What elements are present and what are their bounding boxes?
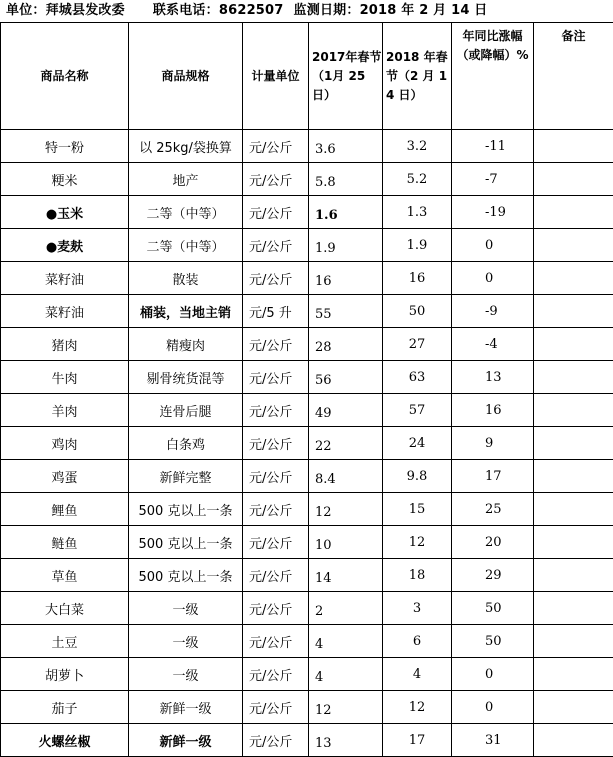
product-name-cell: 特一粉: [1, 130, 129, 163]
table-row: [1, 460, 613, 493]
product-name-cell: 鸡蛋: [1, 460, 129, 493]
unit-cell: 元/公斤: [243, 625, 309, 658]
price-2018-cell: 27: [383, 328, 452, 361]
unit-label: 单位：: [6, 3, 46, 18]
product-spec-cell: 精瘦肉: [129, 328, 243, 361]
change-percent-cell: 31: [452, 724, 534, 757]
unit-cell: 元/公斤: [243, 130, 309, 163]
table-row: [1, 592, 613, 625]
price-2018-cell: 57: [383, 394, 452, 427]
product-spec-cell: 500 克以上一条: [129, 526, 243, 559]
product-spec-cell: 地产: [129, 163, 243, 196]
remark-cell: [534, 163, 613, 196]
unit-cell: 元/公斤: [243, 229, 309, 262]
product-name-cell: 土豆: [1, 625, 129, 658]
price-2017-cell: 22: [309, 427, 383, 460]
price-2017-cell: 14: [309, 559, 383, 592]
table-row: [1, 295, 613, 328]
price-2017-cell: 4: [309, 658, 383, 691]
report-header: [6, 1, 488, 21]
col-header-2017: 2017年春节（1月 25日）: [309, 23, 383, 130]
price-2017-cell: 56: [309, 361, 383, 394]
product-spec-cell: 500 克以上一条: [129, 493, 243, 526]
change-percent-cell: 17: [452, 460, 534, 493]
remark-cell: [534, 691, 613, 724]
change-percent-cell: 0: [452, 262, 534, 295]
price-2017-cell: 28: [309, 328, 383, 361]
remark-cell: [534, 262, 613, 295]
product-spec-cell: 二等（中等）: [129, 196, 243, 229]
price-2018-cell: 50: [383, 295, 452, 328]
col-header-2018: 2018 年春节（2 月 14 日）: [383, 23, 452, 130]
change-percent-cell: 29: [452, 559, 534, 592]
price-2017-cell: 8.4: [309, 460, 383, 493]
unit-cell: 元/公斤: [243, 361, 309, 394]
price-2018-cell: 15: [383, 493, 452, 526]
table-row: [1, 691, 613, 724]
unit-cell: 元/公斤: [243, 262, 309, 295]
product-name-cell: 草鱼: [1, 559, 129, 592]
unit-cell: 元/公斤: [243, 427, 309, 460]
unit-cell: 元/公斤: [243, 724, 309, 757]
unit-cell: 元/公斤: [243, 658, 309, 691]
product-name-cell: ●玉米: [1, 196, 129, 229]
unit-cell: 元/公斤: [243, 526, 309, 559]
product-name-cell: 茄子: [1, 691, 129, 724]
price-2018-cell: 3.2: [383, 130, 452, 163]
change-percent-cell: -19: [452, 196, 534, 229]
table-row: [1, 493, 613, 526]
table-row: [1, 229, 613, 262]
product-spec-cell: 白条鸡: [129, 427, 243, 460]
unit-cell: 元/公斤: [243, 328, 309, 361]
remark-cell: [534, 592, 613, 625]
price-2018-cell: 16: [383, 262, 452, 295]
unit-cell: 元/公斤: [243, 691, 309, 724]
product-spec-cell: 剔骨统货混等: [129, 361, 243, 394]
product-spec-cell: 桶装，当地主销: [129, 295, 243, 328]
price-2017-cell: 3.6: [309, 130, 383, 163]
price-2017-cell: 12: [309, 691, 383, 724]
change-percent-cell: -9: [452, 295, 534, 328]
remark-cell: [534, 229, 613, 262]
product-name-cell: 火螺丝椒: [1, 724, 129, 757]
remark-cell: [534, 361, 613, 394]
product-spec-cell: 以 25kg/袋换算: [129, 130, 243, 163]
product-name-cell: 菜籽油: [1, 262, 129, 295]
product-name-cell: 胡萝卜: [1, 658, 129, 691]
change-percent-cell: 16: [452, 394, 534, 427]
table-row: [1, 262, 613, 295]
table-row: [1, 526, 613, 559]
table-row: [1, 625, 613, 658]
table-row: [1, 328, 613, 361]
change-percent-cell: 50: [452, 592, 534, 625]
product-name-cell: 鲤鱼: [1, 493, 129, 526]
unit-cell: 元/公斤: [243, 394, 309, 427]
table-row: [1, 724, 613, 757]
price-2017-cell: 16: [309, 262, 383, 295]
change-percent-cell: 0: [452, 658, 534, 691]
product-name-cell: 猪肉: [1, 328, 129, 361]
price-2018-cell: 12: [383, 691, 452, 724]
table-row: [1, 394, 613, 427]
remark-cell: [534, 328, 613, 361]
remark-cell: [534, 625, 613, 658]
price-2018-cell: 9.8: [383, 460, 452, 493]
product-name-cell: 菜籽油: [1, 295, 129, 328]
product-name-cell: 牛肉: [1, 361, 129, 394]
product-name-cell: 粳米: [1, 163, 129, 196]
price-2018-cell: 4: [383, 658, 452, 691]
product-name-cell: 大白菜: [1, 592, 129, 625]
price-2018-cell: 12: [383, 526, 452, 559]
change-percent-cell: 50: [452, 625, 534, 658]
remark-cell: [534, 427, 613, 460]
remark-cell: [534, 295, 613, 328]
price-2018-cell: 6: [383, 625, 452, 658]
price-2018-cell: 18: [383, 559, 452, 592]
table-row: [1, 361, 613, 394]
price-2018-cell: 17: [383, 724, 452, 757]
col-header-name: 商品名称: [1, 23, 129, 130]
price-2017-cell: 1.9: [309, 229, 383, 262]
remark-cell: [534, 196, 613, 229]
remark-cell: [534, 526, 613, 559]
price-2018-cell: 5.2: [383, 163, 452, 196]
price-2017-cell: 1.6: [309, 196, 383, 229]
product-name-cell: 鸡肉: [1, 427, 129, 460]
price-2018-cell: 63: [383, 361, 452, 394]
remark-cell: [534, 130, 613, 163]
col-header-change: 年同比涨幅（或降幅）%: [452, 23, 534, 130]
change-percent-cell: 13: [452, 361, 534, 394]
product-name-cell: 鲢鱼: [1, 526, 129, 559]
price-2018-cell: 1.9: [383, 229, 452, 262]
price-2018-cell: 24: [383, 427, 452, 460]
table-header-row: [1, 23, 613, 130]
price-2017-cell: 49: [309, 394, 383, 427]
table-row: [1, 427, 613, 460]
remark-cell: [534, 394, 613, 427]
table-row: [1, 196, 613, 229]
unit-value: 拜城县发改委: [46, 3, 125, 18]
change-percent-cell: 0: [452, 229, 534, 262]
price-2018-cell: 3: [383, 592, 452, 625]
price-2017-cell: 4: [309, 625, 383, 658]
phone-label: 联系电话：: [153, 3, 219, 18]
unit-cell: 元/公斤: [243, 493, 309, 526]
date-value: 2018 年 2 月 14 日: [360, 3, 488, 18]
remark-cell: [534, 559, 613, 592]
table-row: [1, 130, 613, 163]
product-name-cell: 羊肉: [1, 394, 129, 427]
col-header-spec: 商品规格: [129, 23, 243, 130]
date-label: 监测日期：: [294, 3, 360, 18]
col-header-remark: 备注: [534, 23, 613, 130]
change-percent-cell: 9: [452, 427, 534, 460]
price-table: [0, 22, 613, 757]
change-percent-cell: -11: [452, 130, 534, 163]
remark-cell: [534, 460, 613, 493]
change-percent-cell: 0: [452, 691, 534, 724]
unit-cell: 元/公斤: [243, 163, 309, 196]
unit-cell: 元/公斤: [243, 559, 309, 592]
remark-cell: [534, 493, 613, 526]
table-row: [1, 559, 613, 592]
price-2017-cell: 12: [309, 493, 383, 526]
product-spec-cell: 一级: [129, 625, 243, 658]
price-2018-cell: 1.3: [383, 196, 452, 229]
product-name-cell: ●麦麸: [1, 229, 129, 262]
product-spec-cell: 新鲜完整: [129, 460, 243, 493]
price-2017-cell: 55: [309, 295, 383, 328]
product-spec-cell: 新鲜一级: [129, 691, 243, 724]
phone-value: 8622507: [219, 3, 284, 18]
change-percent-cell: 20: [452, 526, 534, 559]
remark-cell: [534, 658, 613, 691]
change-percent-cell: -7: [452, 163, 534, 196]
product-spec-cell: 散装: [129, 262, 243, 295]
product-spec-cell: 二等（中等）: [129, 229, 243, 262]
price-2017-cell: 5.8: [309, 163, 383, 196]
change-percent-cell: -4: [452, 328, 534, 361]
remark-cell: [534, 724, 613, 757]
product-spec-cell: 新鲜一级: [129, 724, 243, 757]
table-row: [1, 163, 613, 196]
unit-cell: 元/公斤: [243, 196, 309, 229]
price-2017-cell: 13: [309, 724, 383, 757]
table-body: [1, 130, 613, 757]
col-header-unit: 计量单位: [243, 23, 309, 130]
unit-cell: 元/5 升: [243, 295, 309, 328]
product-spec-cell: 500 克以上一条: [129, 559, 243, 592]
product-spec-cell: 一级: [129, 658, 243, 691]
change-percent-cell: 25: [452, 493, 534, 526]
price-2017-cell: 10: [309, 526, 383, 559]
table-row: [1, 658, 613, 691]
price-2017-cell: 2: [309, 592, 383, 625]
unit-cell: 元/公斤: [243, 592, 309, 625]
unit-cell: 元/公斤: [243, 460, 309, 493]
product-spec-cell: 一级: [129, 592, 243, 625]
product-spec-cell: 连骨后腿: [129, 394, 243, 427]
